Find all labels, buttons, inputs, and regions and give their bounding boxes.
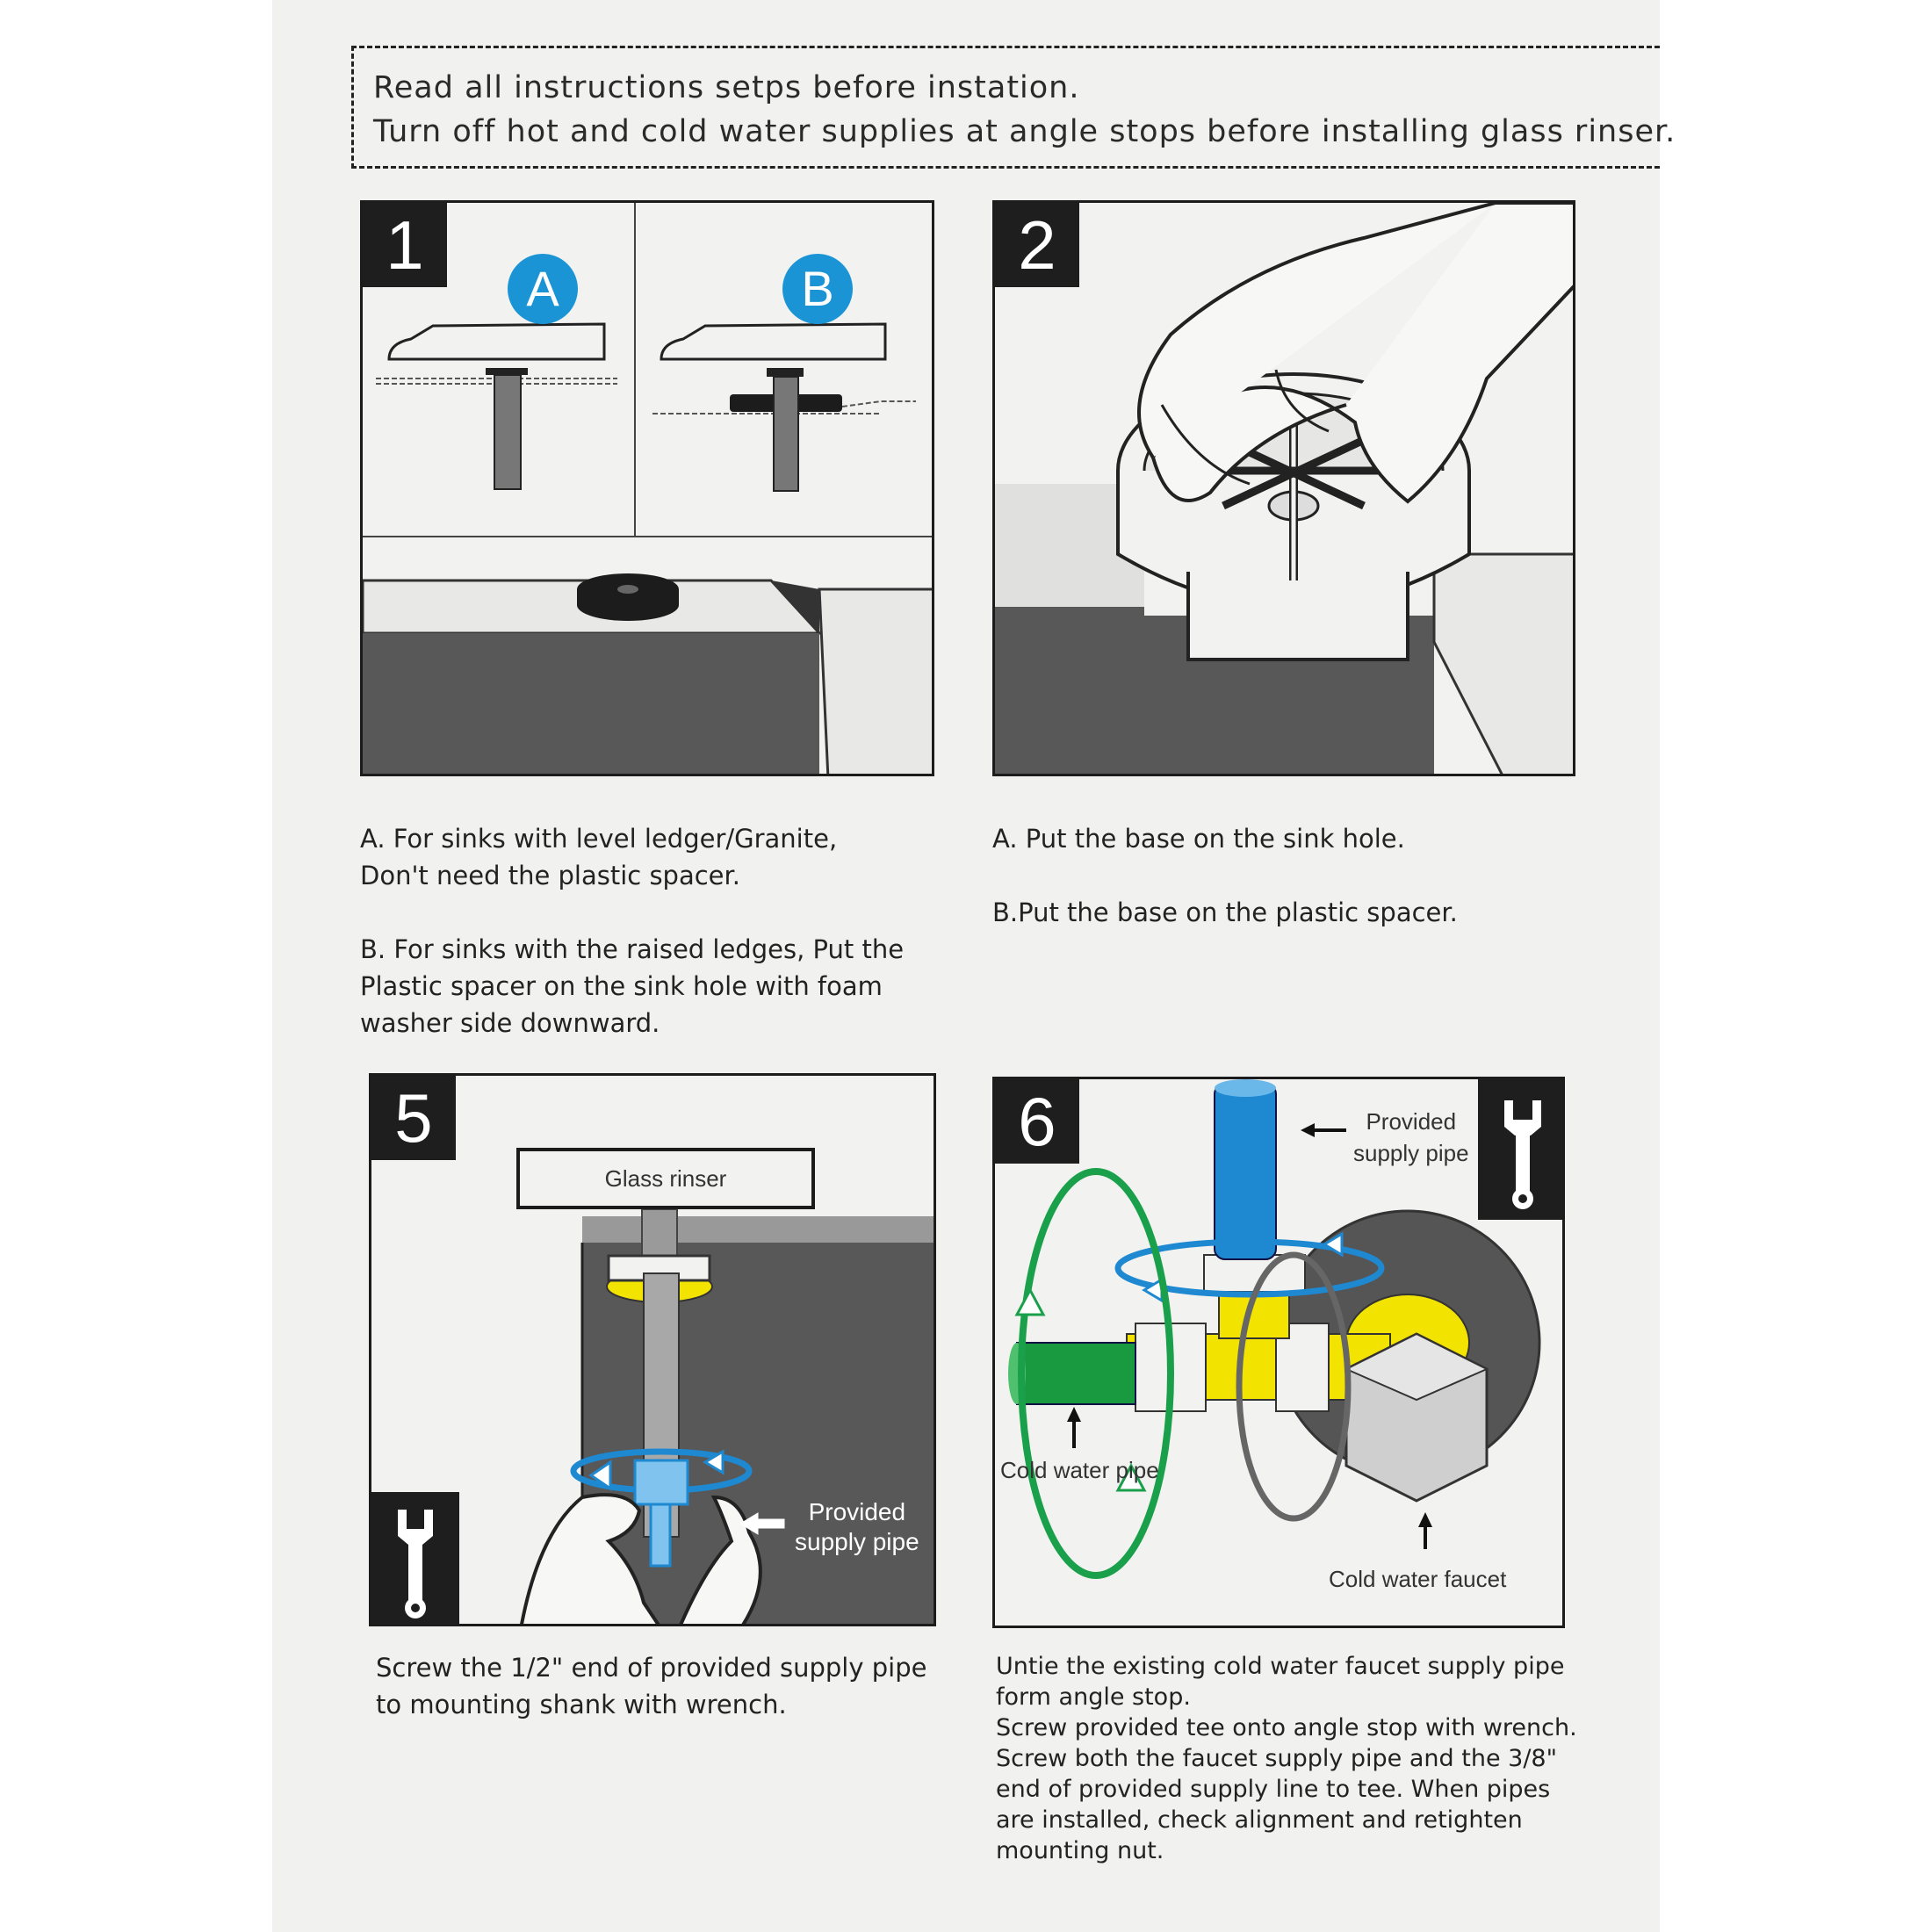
label-line: supply pipe: [1353, 1140, 1469, 1166]
step-6-caption: [996, 1651, 1577, 1866]
notice-line-2: Turn off hot and cold water supplies at angle stops before installing glass rinser.: [373, 114, 1676, 149]
step-2-caption: [992, 820, 1458, 931]
caption-line: Screw provided tee onto angle stop with wrench.: [996, 1714, 1577, 1741]
caption-line: Screw both the faucet supply pipe and the 3/8": [996, 1745, 1558, 1772]
wrench-icon: [1478, 1079, 1565, 1220]
caption-line: Don't need the plastic spacer.: [360, 861, 741, 890]
caption-line: Plastic spacer on the sink hole with foam: [360, 971, 883, 1001]
step-2-number: 2: [995, 203, 1079, 287]
step-2-illustration: [995, 203, 1575, 776]
notice-line-1: Read all instructions setps before instation.: [373, 70, 1080, 105]
label-line: supply pipe: [795, 1528, 919, 1555]
step-6-number: 6: [995, 1079, 1079, 1164]
cold-water-pipe-label: Cold water pipe: [1000, 1457, 1159, 1483]
caption-line: washer side downward.: [360, 1008, 660, 1038]
caption-line: [360, 894, 904, 931]
step-1-number: 1: [363, 203, 447, 287]
step-2-panel: [992, 200, 1575, 776]
label-line: Provided: [808, 1498, 906, 1525]
cold-water-faucet-label: Cold water faucet: [1329, 1566, 1507, 1592]
caption-line: B. For sinks with the raised ledges, Put the: [360, 934, 905, 964]
label-line: Provided: [1366, 1108, 1457, 1135]
caption-line: end of provided supply line to tee. When pipes: [996, 1776, 1551, 1803]
caption-line: are installed, check alignment and retighten: [996, 1806, 1523, 1834]
notice-box: [351, 46, 1676, 169]
step-5-pipe-label: [795, 1497, 919, 1557]
caption-line: B.Put the base on the plastic spacer.: [992, 898, 1458, 927]
glass-rinser-label: Glass rinser: [604, 1165, 727, 1192]
step-1-caption: [360, 820, 904, 1042]
caption-line: mounting nut.: [996, 1837, 1164, 1864]
caption-line: A. Put the base on the sink hole.: [992, 824, 1405, 854]
option-b-badge: B: [782, 254, 853, 324]
step-5-number: 5: [371, 1076, 456, 1160]
option-a-badge: A: [508, 254, 578, 324]
step-5-caption: [376, 1649, 926, 1723]
step-6-panel: [992, 1077, 1565, 1628]
wrench-icon: [371, 1492, 459, 1626]
caption-line: A. For sinks with level ledger/Granite,: [360, 824, 838, 854]
caption-line: to mounting shank with wrench.: [376, 1690, 787, 1719]
step-1-panel: [360, 200, 934, 776]
caption-line: [992, 857, 1458, 894]
caption-line: Untie the existing cold water faucet supply pipe: [996, 1653, 1565, 1680]
caption-line: form angle stop.: [996, 1683, 1191, 1711]
glass-rinser-label-box: [516, 1148, 815, 1209]
caption-line: Screw the 1/2" end of provided supply pipe: [376, 1653, 927, 1683]
step-6-pipe-label: [1353, 1106, 1469, 1169]
step-5-panel: [369, 1073, 936, 1626]
